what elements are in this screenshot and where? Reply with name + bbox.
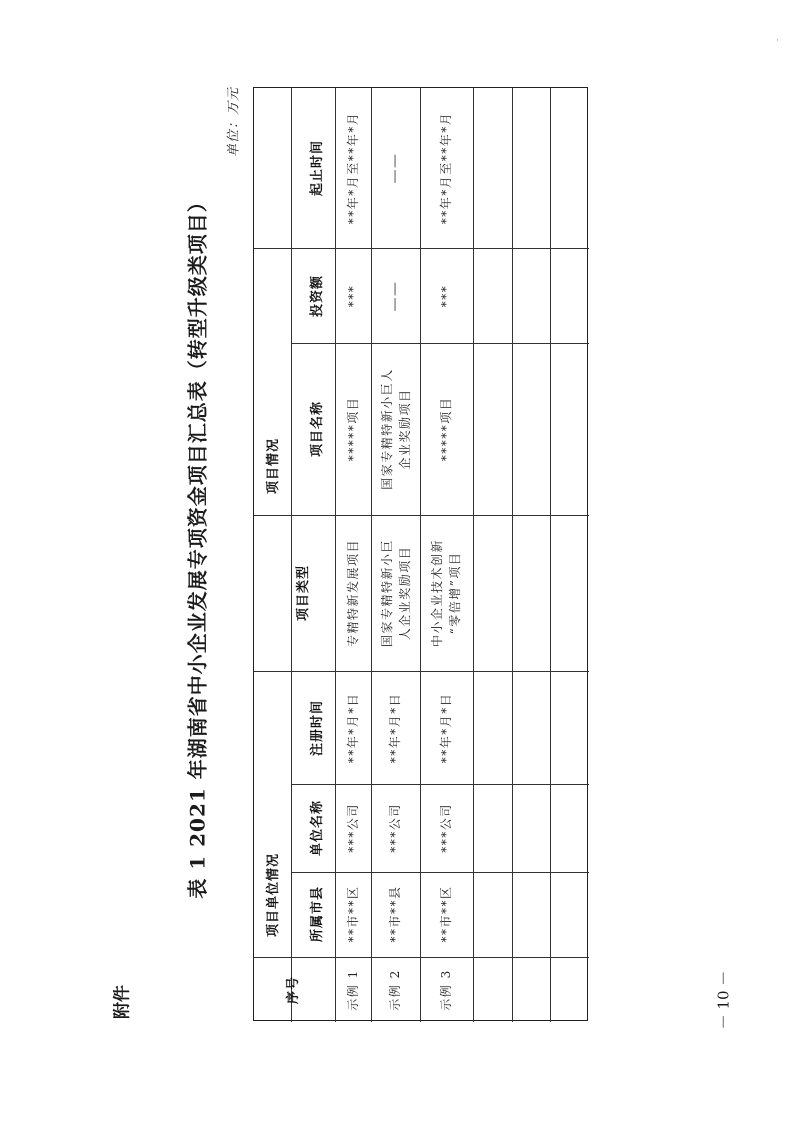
table-grid-line	[512, 88, 513, 1022]
row2-period: ——	[387, 152, 403, 184]
header-period: 起止时间	[310, 139, 325, 197]
unit-label: 单位：万元	[226, 86, 242, 158]
row3-period: **年*月至**年*月	[439, 111, 453, 225]
row3-unit-name: ***公司	[439, 803, 453, 853]
header-unit-name: 单位名称	[310, 799, 325, 857]
row1-seq: 示例 1	[346, 969, 360, 1011]
table-grid-line	[291, 784, 589, 785]
row2-reg-date: **年*月*日	[388, 692, 402, 764]
row1-city-county: **市**区	[346, 885, 360, 943]
row3-city-county: **市**区	[439, 885, 453, 943]
table-grid-line	[291, 88, 292, 1022]
table-grid-line	[291, 872, 589, 873]
header-reg-date: 注册时间	[310, 699, 325, 757]
row3-project-name: *****项目	[439, 396, 453, 462]
table-grid-line	[254, 248, 589, 249]
row2-project-name-line2: 企业奖励项目	[398, 388, 412, 470]
row2-city-county: **市**县	[388, 885, 402, 943]
appendix-label: 附件	[112, 985, 133, 1019]
table-grid-line	[550, 88, 551, 1022]
row1-reg-date: **年*月*日	[346, 692, 360, 764]
row3-investment: ***	[439, 284, 453, 308]
page-number: － 10 －	[714, 970, 733, 1030]
row2-investment: ——	[387, 280, 403, 312]
header-investment: 投资额	[310, 274, 325, 318]
row1-period: **年*月至**年*月	[346, 111, 360, 225]
row3-reg-date: **年*月*日	[439, 692, 453, 764]
row2-project-type-line1: 国家专精特新小巨	[380, 538, 394, 648]
summary-table	[253, 87, 588, 1021]
table-grid-line	[254, 957, 589, 958]
row2-seq: 示例 2	[388, 969, 402, 1011]
row2-project-type-line2: 人企业奖励项目	[398, 545, 412, 641]
header-project-name: 项目名称	[310, 400, 325, 458]
row3-seq: 示例 3	[439, 969, 453, 1011]
header-project-type: 项目类型	[296, 564, 311, 622]
row1-investment: ***	[346, 284, 360, 308]
header-group-project: 项目情况	[266, 437, 281, 495]
row1-project-type: 专精特新发展项目	[346, 538, 360, 648]
table-grid-line	[254, 671, 589, 672]
table-grid-line	[420, 88, 421, 1022]
header-seq: 序号	[286, 975, 301, 1005]
table-grid-line	[254, 515, 589, 516]
scan-mark: ·	[776, 36, 779, 46]
table-title: 表 1 2021 年湖南省中小企业发展专项资金项目汇总表（转型升级类项目）	[185, 191, 210, 899]
table-grid-line	[335, 88, 336, 1022]
row2-project-name-line1: 国家专精特新小巨人	[380, 368, 394, 490]
row3-project-type-line1: 中小企业技术创新	[430, 538, 444, 648]
row1-project-name: *****项目	[346, 396, 360, 462]
row2-unit-name: ***公司	[388, 803, 402, 853]
header-city-county: 所属市县	[310, 885, 325, 943]
table-grid-line	[473, 88, 474, 1022]
header-group-unit: 项目单位情况	[266, 852, 281, 938]
table-grid-line	[291, 343, 589, 344]
table-grid-line	[371, 88, 372, 1022]
row3-project-type-line2: “零倍增”项目	[448, 551, 462, 635]
row1-unit-name: ***公司	[346, 803, 360, 853]
